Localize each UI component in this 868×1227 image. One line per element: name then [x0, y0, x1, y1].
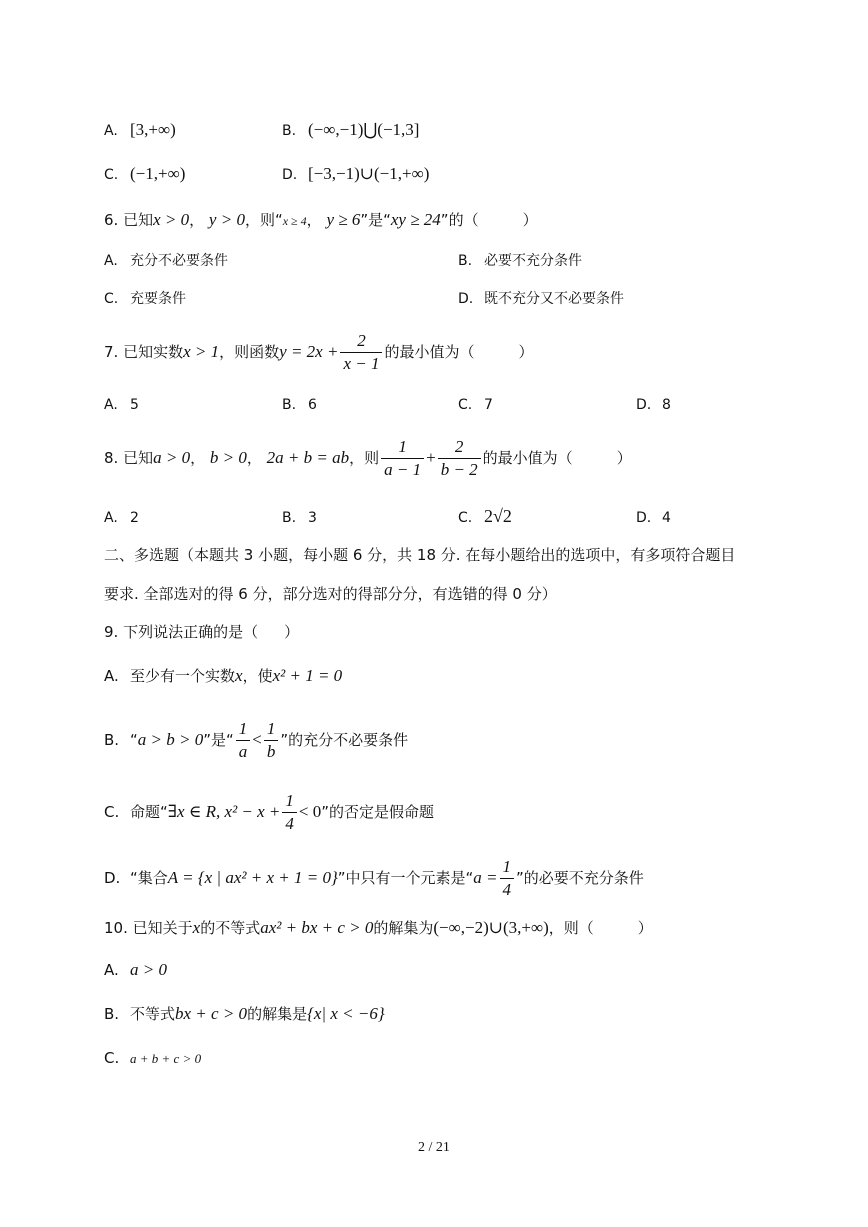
q8-option-d: [636, 510, 671, 526]
option-label: D.: [104, 869, 121, 887]
q8-condition-eq: 2a + b = ab: [266, 448, 350, 467]
option-text: 既不充分又不必要条件: [484, 291, 624, 307]
q7-fraction: [340, 330, 382, 375]
q6-option-a: [104, 250, 228, 270]
q6-option-d: [458, 288, 624, 308]
fraction: [236, 718, 251, 763]
question-6: 6. 已知x > 0， y > 0，则“x ≥ 4， y ≥ 6”是“xy ≥ 24”的（ ）: [104, 210, 538, 229]
option-math: a > 0: [130, 960, 167, 979]
option-math: A = {x | ax² + x + 1 = 0}: [167, 868, 338, 887]
option-math: bx + c > 0: [175, 1004, 248, 1023]
option-text: 命题“: [130, 803, 168, 821]
option-text: 必要不充分条件: [484, 253, 582, 269]
option-text: 2√2: [484, 506, 512, 526]
q10-option-b: [104, 1004, 385, 1024]
q10-math: (−∞,−2)∪(3,+∞): [433, 918, 549, 937]
option-label: C.: [458, 510, 473, 526]
fraction-numerator: 1: [236, 718, 251, 741]
option-label: D.: [458, 291, 474, 307]
option-text: 至少有一个实数: [130, 667, 236, 685]
option-text: ”的充分不必要条件: [280, 731, 409, 749]
q9-option-c: [104, 790, 434, 835]
option-text: “集合: [130, 869, 168, 887]
question-number: 9.: [104, 623, 119, 641]
option-text: 2: [130, 510, 139, 526]
option-text: ”的必要不充分条件: [516, 869, 644, 887]
q6-option-c: [104, 288, 186, 308]
option-value: [3,+∞): [130, 120, 176, 139]
question-number: 10.: [104, 919, 128, 937]
fraction: [282, 790, 297, 835]
option-text: 不等式: [130, 1005, 176, 1023]
option-label: A.: [104, 510, 118, 526]
option-label: D.: [282, 167, 298, 183]
q6-text: ）: [522, 211, 538, 229]
q10-option-a: [104, 960, 167, 980]
fraction: [500, 856, 515, 901]
page-number: 2 / 21: [418, 1140, 450, 1155]
q7-option-a: [104, 397, 139, 413]
fraction-numerator: 1: [381, 436, 424, 459]
question-number: 7.: [104, 343, 119, 361]
option-label: D.: [636, 397, 652, 413]
q6-option-b: [458, 250, 582, 270]
option-text: ”是“: [203, 731, 234, 749]
option-text: ”的否定是假命题: [321, 803, 435, 821]
fraction-denominator: a − 1: [384, 460, 422, 479]
q6-text: ，则“: [244, 211, 283, 229]
option-text: 7: [484, 397, 493, 413]
option-math: a + b + c > 0: [130, 1051, 202, 1066]
q5-option-a: [104, 120, 176, 140]
q9-option-a: [104, 666, 342, 686]
q10-text: 已知关于: [132, 919, 193, 937]
option-text: 充要条件: [130, 291, 186, 307]
option-label: A.: [104, 253, 118, 269]
q6-condition-x: x > 0: [153, 210, 190, 229]
q7-option-c: [458, 397, 493, 413]
q5-option-d: [282, 164, 429, 184]
option-label: B.: [104, 1005, 120, 1023]
q8-option-b: [282, 510, 317, 526]
option-label: C.: [104, 803, 120, 821]
q7-function: y = 2x +: [279, 342, 339, 361]
fraction-denominator: 4: [285, 814, 294, 833]
q8-text: ）: [616, 449, 632, 467]
fraction-denominator: x − 1: [343, 354, 380, 373]
q8-text: 已知: [123, 449, 154, 467]
q10-text: 的解集为: [373, 919, 434, 937]
option-math: {x| x < −6}: [307, 1004, 385, 1023]
fraction-numerator: 1: [500, 856, 515, 879]
option-label: B.: [282, 397, 297, 413]
q8-condition-a: a > 0: [153, 448, 191, 467]
question-9: [104, 622, 299, 642]
q6-text: ”是“: [360, 211, 391, 229]
question-10: [104, 918, 653, 938]
q8-option-c: [458, 506, 512, 527]
option-text: 3: [308, 510, 317, 526]
option-text: 5: [130, 397, 139, 413]
option-math: x² + 1 = 0: [272, 666, 343, 685]
q9-stem: 下列说法正确的是（: [123, 623, 259, 641]
fraction: [264, 718, 279, 763]
option-label: B.: [282, 123, 297, 139]
option-label: A.: [104, 961, 119, 979]
q9-option-b: [104, 718, 408, 763]
q8-fraction-2: [438, 436, 481, 481]
option-label: C.: [104, 1049, 120, 1067]
fraction-denominator: 4: [502, 880, 512, 899]
q6-condition-y6: y ≥ 6: [326, 210, 361, 229]
q7-text: 已知实数: [123, 343, 184, 361]
q6-text: ”的（: [440, 211, 479, 229]
q10-math: ax² + bx + c > 0: [260, 918, 374, 937]
q10-text: ）: [637, 919, 653, 937]
q5-option-b: [282, 120, 419, 140]
option-label: B.: [104, 731, 120, 749]
option-label: D.: [636, 510, 652, 526]
q8-text: 的最小值为（: [482, 449, 573, 467]
option-math: x: [235, 666, 243, 685]
q8-condition-b: b > 0: [209, 448, 247, 467]
option-math: a > b > 0: [137, 730, 204, 749]
option-text: 6: [308, 397, 317, 413]
option-text: 的解集是: [247, 1005, 308, 1023]
q8-fraction-1: [381, 436, 424, 481]
q10-math: x: [192, 918, 201, 937]
q6-text: 已知: [123, 211, 154, 229]
q9-stem: ）: [284, 623, 300, 641]
option-label: A.: [104, 123, 118, 139]
fraction-denominator: b: [266, 742, 276, 761]
option-math: <: [252, 730, 262, 749]
section-heading-line-1: 二、多选题（本题共 3 小题，每小题 6 分，共 18 分. 在每小题给出的选项中，有多项符合题目: [104, 546, 736, 564]
q6-condition-xy: xy ≥ 24: [390, 210, 441, 229]
q7-option-d: [636, 397, 671, 413]
option-text: 4: [662, 510, 671, 526]
option-value: (−∞,−1)⋃(−1,3]: [308, 120, 420, 139]
option-label: B.: [282, 510, 297, 526]
fraction-numerator: 1: [282, 790, 297, 813]
q7-text: ，则函数: [219, 343, 280, 361]
option-value: [−3,−1)∪(−1,+∞): [308, 164, 430, 183]
q9-option-d: [104, 856, 644, 901]
fraction-numerator: 1: [264, 718, 279, 741]
question-8: 8. 已知a > 0， b > 0， 2a + b = ab，则 $\frac{1}{a - 1}$ + $\frac{2}{b - 2}$ 的最小值为（ ）: [104, 437, 632, 479]
q10-option-c: [104, 1048, 201, 1069]
option-label: A.: [104, 397, 118, 413]
option-text: 充分不必要条件: [130, 253, 228, 269]
question-number: 8.: [104, 449, 119, 467]
option-text: ”中只有一个元素是“: [337, 869, 474, 887]
section-heading-line-2: 要求. 全部选对的得 6 分，部分选对的得部分分，有选错的得 0 分）: [104, 585, 557, 603]
q7-text: ）: [518, 343, 534, 361]
fraction-numerator: 2: [438, 436, 481, 459]
question-7: [104, 330, 534, 375]
q7-option-b: [282, 397, 317, 413]
option-label: B.: [458, 253, 473, 269]
q6-condition-y: y > 0: [208, 210, 245, 229]
option-label: C.: [104, 291, 119, 307]
option-label: C.: [104, 167, 119, 183]
fraction-denominator: b − 2: [440, 460, 478, 479]
option-text: ，使: [242, 667, 273, 685]
option-math: ∃x ∈ R, x² − x +: [167, 802, 281, 821]
option-text: “: [130, 731, 138, 749]
q5-option-c: [104, 164, 185, 184]
question-number: 6.: [104, 211, 119, 229]
option-label: A.: [104, 667, 119, 685]
q10-text: ，则（: [548, 919, 594, 937]
option-value: (−1,+∞): [130, 164, 186, 183]
q7-text: 的最小值为（: [384, 343, 475, 361]
fraction-denominator: a: [238, 742, 248, 761]
option-math: a =: [473, 868, 498, 887]
option-text: 8: [662, 397, 671, 413]
q8-text: ，则: [349, 449, 380, 467]
q7-condition: x > 1: [183, 342, 220, 361]
option-math: < 0: [298, 802, 322, 821]
option-label: C.: [458, 397, 473, 413]
fraction-numerator: 2: [340, 330, 382, 353]
q10-text: 的不等式: [200, 919, 261, 937]
q6-condition-x4: x ≥ 4: [282, 214, 307, 228]
q8-option-a: [104, 510, 139, 526]
